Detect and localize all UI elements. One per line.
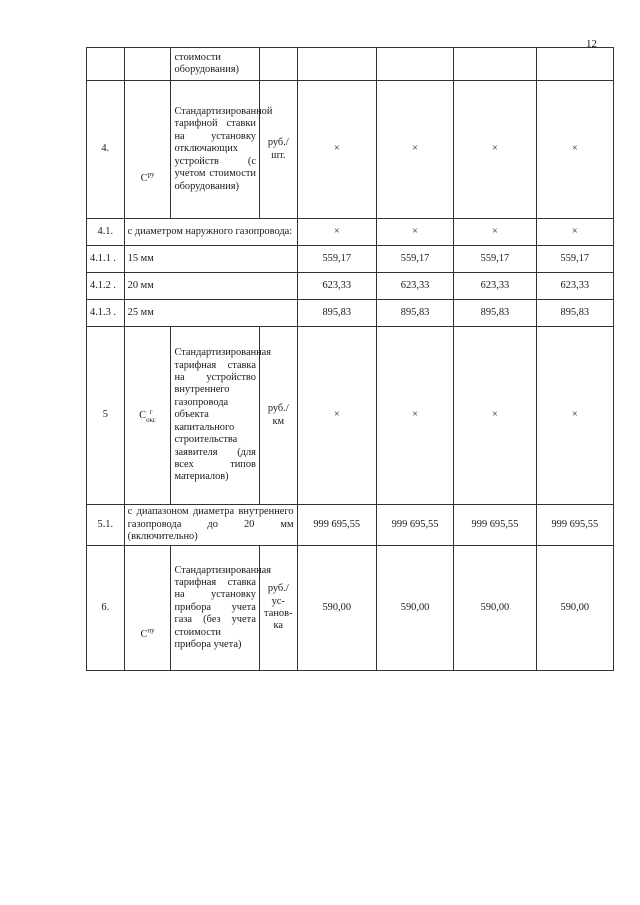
value-cell: 623,33 (454, 273, 536, 300)
value-cell: 623,33 (376, 273, 453, 300)
table-row (87, 327, 614, 505)
row-number: 4.1. (87, 219, 125, 246)
value-cell: 590,00 (297, 546, 376, 671)
row-number: 4. (87, 81, 125, 219)
value-cell: × (536, 219, 613, 246)
description-cell: Стандартизированная тарифная ставка на устройство внутреннего газопровода объекта капитального строительства заявителя (для всех типов материалов) (171, 327, 260, 505)
symbol-superscript: пу (147, 626, 155, 635)
cell-empty (124, 48, 171, 81)
value-cell: 895,83 (536, 300, 613, 327)
symbol-cell (124, 81, 171, 219)
symbol-base: С (139, 409, 147, 421)
unit-cell: руб./ ус- танов- ка (259, 546, 297, 671)
value-cell: × (376, 327, 453, 505)
value-cell: 895,83 (454, 300, 536, 327)
symbol-base: С (140, 629, 148, 641)
table-row (87, 48, 614, 81)
symbol-superscript: г (149, 407, 153, 416)
value-cell: × (376, 81, 453, 219)
value-cell: 895,83 (376, 300, 453, 327)
page-number: 12 (586, 38, 597, 50)
description-cell: Стандартизированная тарифная ставка на установку прибора учета газа (без учета стоимости прибора учета) (171, 546, 260, 671)
value-cell: × (297, 219, 376, 246)
row-number: 4.1.2 . (87, 273, 125, 300)
symbol-base: С (140, 173, 148, 185)
description-cell: Стандартизированной тарифной ставки на установку отключающих устройств (с учетом стоимости оборудования) (171, 81, 260, 219)
value-cell: 623,33 (297, 273, 376, 300)
cell-empty (454, 48, 536, 81)
description-cell: с диаметром наружного газопровода: (124, 219, 297, 246)
value-cell: × (454, 327, 536, 505)
symbol-superscript: ру (147, 170, 155, 179)
value-cell: 623,33 (536, 273, 613, 300)
value-cell: 559,17 (454, 246, 536, 273)
cell-empty (87, 48, 125, 81)
unit-cell: руб./ км (259, 327, 297, 505)
cell-empty (536, 48, 613, 81)
value-cell: × (376, 219, 453, 246)
table-row (87, 273, 614, 300)
cell-empty (297, 48, 376, 81)
row-number: 4.1.3 . (87, 300, 125, 327)
value-cell: × (536, 327, 613, 505)
value-cell: 999 695,55 (297, 505, 376, 546)
value-cell: 895,83 (297, 300, 376, 327)
value-cell: 590,00 (536, 546, 613, 671)
description-cell: 15 мм (124, 246, 297, 273)
description-cell: стоимости оборудования) (171, 48, 260, 81)
value-cell: × (297, 327, 376, 505)
value-cell: × (297, 81, 376, 219)
value-cell: × (454, 81, 536, 219)
row-number: 5.1. (87, 505, 125, 546)
row-number: 6. (87, 546, 125, 671)
value-cell: × (454, 219, 536, 246)
row-number: 4.1.1 . (87, 246, 125, 273)
value-cell: 590,00 (454, 546, 536, 671)
value-cell: × (536, 81, 613, 219)
table-row (87, 81, 614, 219)
description-cell: 25 мм (124, 300, 297, 327)
table-row (87, 246, 614, 273)
unit-cell: руб./ шт. (259, 81, 297, 219)
symbol-cell (124, 327, 171, 505)
value-cell: 590,00 (376, 546, 453, 671)
cell-empty (376, 48, 453, 81)
description-cell: с диапазоном диаметра внутреннего газопровода до 20 мм (включительно) (124, 505, 297, 546)
value-cell: 999 695,55 (376, 505, 453, 546)
table-row (87, 505, 614, 546)
symbol-cell (124, 546, 171, 671)
row-number: 5 (87, 327, 125, 505)
cell-empty (259, 48, 297, 81)
value-cell: 559,17 (376, 246, 453, 273)
symbol-subscript: окс (146, 415, 156, 424)
table-row (87, 546, 614, 671)
value-cell: 559,17 (536, 246, 613, 273)
description-cell: 20 мм (124, 273, 297, 300)
value-cell: 559,17 (297, 246, 376, 273)
table-row (87, 219, 614, 246)
value-cell: 999 695,55 (454, 505, 536, 546)
value-cell: 999 695,55 (536, 505, 613, 546)
table-row (87, 300, 614, 327)
tariff-table (86, 47, 614, 671)
